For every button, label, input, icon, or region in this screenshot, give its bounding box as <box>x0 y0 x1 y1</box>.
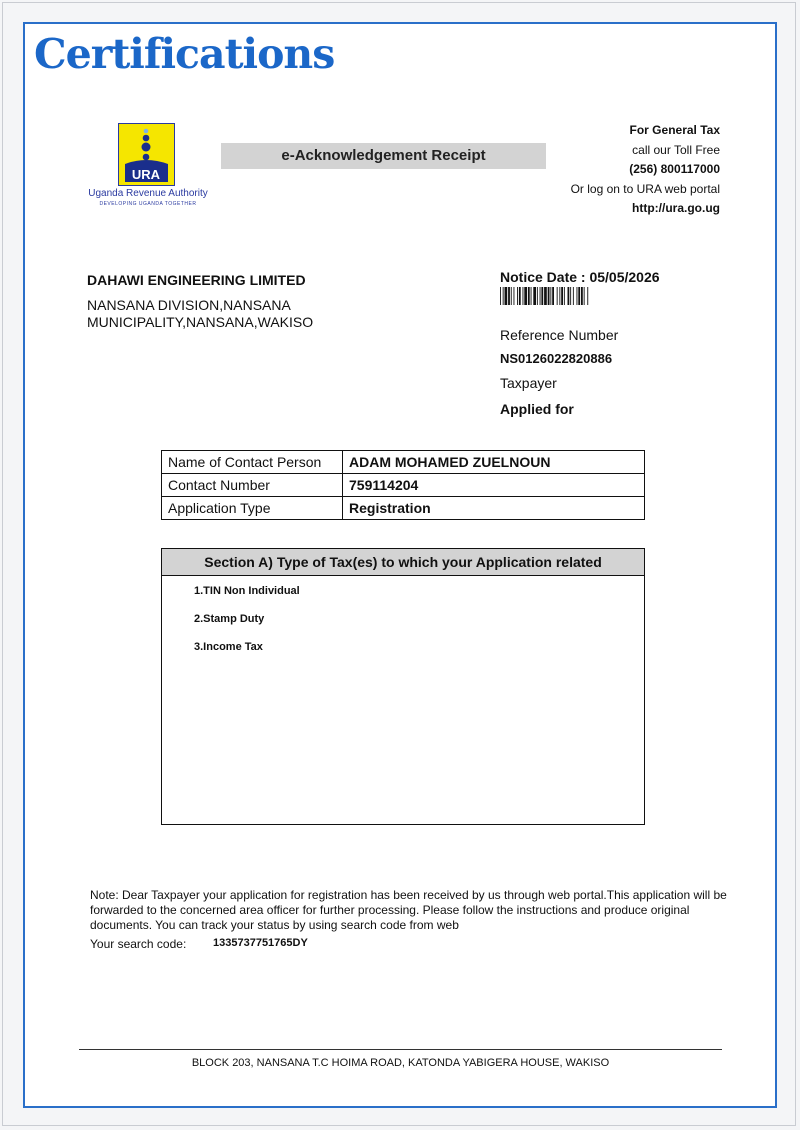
toll-info <box>571 121 720 219</box>
table-row <box>162 497 645 520</box>
barcode-bar <box>540 287 541 305</box>
barcode-bar <box>503 287 504 305</box>
toll-line2: call our Toll Free <box>632 142 720 157</box>
barcode-bar <box>508 287 510 305</box>
barcode-bar <box>505 287 508 305</box>
logo-tagline: DEVELOPING UGANDA TOGETHER <box>99 201 197 207</box>
barcode-bar <box>568 287 570 305</box>
barcode-bar <box>523 287 524 305</box>
page-title: Certifications <box>34 30 335 78</box>
list-item: 2.Stamp Duty <box>194 613 265 625</box>
search-code-label: Your search code: <box>90 937 187 951</box>
barcode-bar <box>514 287 515 305</box>
toll-url[interactable]: http://ura.go.ug <box>632 201 720 215</box>
barcode-bar <box>581 287 583 305</box>
table-row <box>162 474 645 497</box>
barcode-bar <box>531 287 532 305</box>
list-item: 3.Income Tax <box>194 641 263 653</box>
contact-person-label: Name of Contact Person <box>162 451 343 474</box>
application-type-value: Registration <box>343 497 645 520</box>
barcode-bar <box>511 287 512 305</box>
reference-number: NS0126022820886 <box>500 351 613 366</box>
barcode-bar <box>570 287 571 305</box>
toll-line4: Or log on to URA web portal <box>570 181 720 196</box>
table-row <box>162 451 645 474</box>
barcode-bar <box>584 287 585 305</box>
barcode <box>500 287 676 305</box>
logo-org-name: Uganda Revenue Authority <box>88 188 208 199</box>
ura-logo <box>78 123 218 213</box>
barcode-bar <box>561 287 563 305</box>
barcode-bar <box>577 287 578 305</box>
note-text: Note: Dear Taxpayer your application for registration has been received by us through web portal.This application will be forwarded to the concerned area officer for further processing. Please follow the instructions and produce original documents. You can track your status by using search code from web <box>90 888 727 932</box>
notice-date: Notice Date : 05/05/2026 <box>500 269 660 285</box>
barcode-bar <box>528 287 530 305</box>
barcode-bar <box>552 287 554 305</box>
barcode-bar <box>500 287 501 305</box>
barcode-bar <box>524 287 527 305</box>
footer-address: BLOCK 203, NANSANA T.C HOIMA ROAD, KATONDA YABIGERA HOUSE, WAKISO <box>191 1057 610 1069</box>
taxpayer-label: Taxpayer <box>500 375 557 391</box>
barcode-bar <box>564 287 565 305</box>
barcode-bar <box>544 287 547 305</box>
barcode-bar <box>541 287 543 305</box>
applied-for-label: Applied for <box>500 401 574 417</box>
list-item: 1.TIN Non Individual <box>194 585 300 597</box>
barcode-bar <box>550 287 551 305</box>
barcode-bar <box>578 287 580 305</box>
contact-number-label: Contact Number <box>162 474 343 497</box>
barcode-bar <box>519 287 521 305</box>
barcode-bar <box>517 287 518 305</box>
search-code-value: 1335737751765DY <box>213 937 308 949</box>
contact-number-value: 759114204 <box>343 474 645 497</box>
toll-line1: For General Tax <box>629 123 720 137</box>
footer-divider <box>79 1049 722 1050</box>
taxpayer-name: DAHAWI ENGINEERING LIMITED <box>87 272 306 288</box>
toll-phone: (256) 800117000 <box>629 162 720 176</box>
barcode-bar <box>587 287 588 305</box>
barcode-bar <box>559 287 560 305</box>
section-a-title: Section A) Type of Tax(es) to which your Application related <box>162 549 644 576</box>
ura-emblem <box>118 123 175 186</box>
section-a <box>161 548 645 825</box>
contact-table <box>161 450 645 520</box>
contact-person-value: ADAM MOHAMED ZUELNOUN <box>343 451 645 474</box>
barcode-bar <box>533 287 536 305</box>
barcode-bar <box>573 287 574 305</box>
barcode-bar <box>548 287 550 305</box>
logo-acronym: URA <box>131 167 161 182</box>
reference-label: Reference Number <box>500 327 619 343</box>
barcode-bar <box>557 287 558 305</box>
taxpayer-address: NANSANA DIVISION,NANSANA MUNICIPALITY,NANSANA,WAKISO <box>87 297 314 330</box>
application-type-label: Application Type <box>162 497 343 520</box>
receipt-title: e-Acknowledgement Receipt <box>221 143 546 169</box>
barcode-bar <box>537 287 538 305</box>
